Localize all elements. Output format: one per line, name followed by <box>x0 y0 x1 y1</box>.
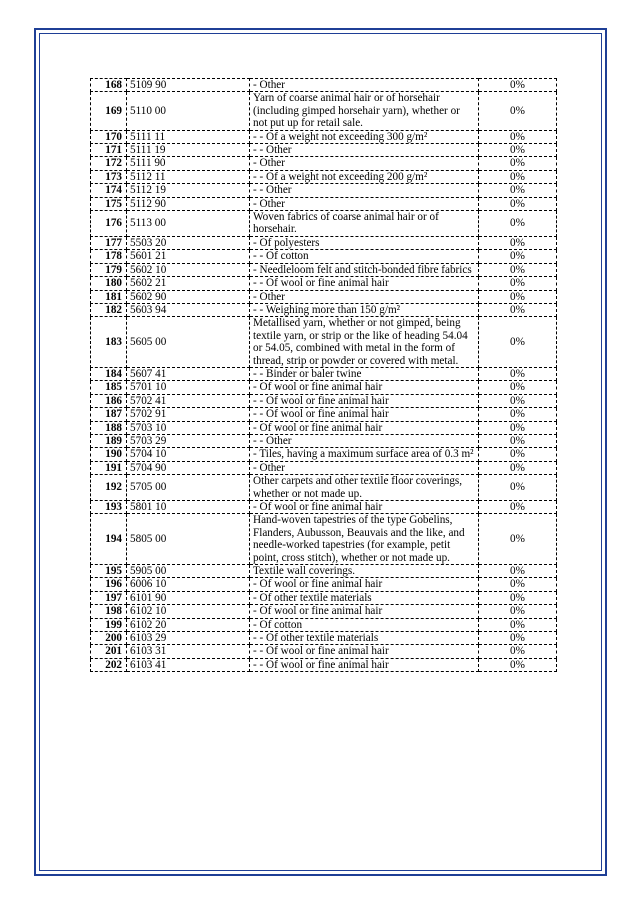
tariff-code: 5607 41 <box>127 367 250 380</box>
row-number: 168 <box>91 79 127 92</box>
row-number: 170 <box>91 130 127 143</box>
description: Other carpets and other textile floor coverings, whether or not made up. <box>250 475 479 501</box>
description: Woven fabrics of coarse animal hair or of horsehair. <box>250 211 479 237</box>
row-number: 173 <box>91 170 127 183</box>
description: Textile wall coverings. <box>250 565 479 578</box>
duty-rate: 0% <box>479 92 557 130</box>
tariff-code: 5112 11 <box>127 170 250 183</box>
duty-rate: 0% <box>479 565 557 578</box>
tariff-code: 5603 94 <box>127 303 250 316</box>
table-row <box>91 461 557 474</box>
duty-rate: 0% <box>479 303 557 316</box>
tariff-code: 5503 20 <box>127 236 250 249</box>
row-number: 192 <box>91 475 127 501</box>
tariff-code: 5602 10 <box>127 263 250 276</box>
duty-rate: 0% <box>479 157 557 170</box>
tariff-code: 5111 90 <box>127 157 250 170</box>
table-row <box>91 645 557 658</box>
table-row <box>91 605 557 618</box>
description: - - Of a weight not exceeding 200 g/m² <box>250 170 479 183</box>
table-row <box>91 381 557 394</box>
duty-rate: 0% <box>479 475 557 501</box>
tariff-code: 5704 90 <box>127 461 250 474</box>
description: - Of wool or fine animal hair <box>250 501 479 514</box>
duty-rate: 0% <box>479 578 557 591</box>
duty-rate: 0% <box>479 408 557 421</box>
duty-rate: 0% <box>479 144 557 157</box>
description: - - Of wool or fine animal hair <box>250 658 479 671</box>
tariff-code: 5701 10 <box>127 381 250 394</box>
table-row <box>91 578 557 591</box>
row-number: 180 <box>91 277 127 290</box>
table-row <box>91 130 557 143</box>
table-row <box>91 157 557 170</box>
row-number: 186 <box>91 394 127 407</box>
table-row <box>91 394 557 407</box>
tariff-code: 6102 20 <box>127 618 250 631</box>
table-row <box>91 618 557 631</box>
duty-rate: 0% <box>479 236 557 249</box>
table-row <box>91 565 557 578</box>
table-row <box>91 367 557 380</box>
table-row <box>91 408 557 421</box>
table-row <box>91 92 557 130</box>
table-row <box>91 448 557 461</box>
row-number: 179 <box>91 263 127 276</box>
tariff-code: 5702 41 <box>127 394 250 407</box>
tariff-code: 5113 00 <box>127 211 250 237</box>
table-row <box>91 632 557 645</box>
description: - - Of other textile materials <box>250 632 479 645</box>
description: - Tiles, having a maximum surface area of 0.3 m² <box>250 448 479 461</box>
description: Hand-woven tapestries of the type Gobelins, Flanders, Aubusson, Beauvais and the like, and needle-worked tapestries (for example, petit point, cross stitch), whether or not made up. <box>250 514 479 565</box>
tariff-code: 5109 90 <box>127 79 250 92</box>
description: - Needleloom felt and stitch-bonded fibre fabrics <box>250 263 479 276</box>
duty-rate: 0% <box>479 367 557 380</box>
duty-rate: 0% <box>479 645 557 658</box>
description: - Of polyesters <box>250 236 479 249</box>
row-number: 197 <box>91 591 127 604</box>
tariff-code: 5602 21 <box>127 277 250 290</box>
description: - Of cotton <box>250 618 479 631</box>
row-number: 171 <box>91 144 127 157</box>
table-row <box>91 303 557 316</box>
description: Metallised yarn, whether or not gimped, being textile yarn, or strip or the like of heading 54.04 or 54.05, combined with metal in the form of thread, strip or powder or covered with metal. <box>250 317 479 368</box>
description: - Of other textile materials <box>250 591 479 604</box>
duty-rate: 0% <box>479 211 557 237</box>
duty-rate: 0% <box>479 290 557 303</box>
row-number: 172 <box>91 157 127 170</box>
description: - Of wool or fine animal hair <box>250 605 479 618</box>
tariff-code: 5702 91 <box>127 408 250 421</box>
row-number: 193 <box>91 501 127 514</box>
table-row <box>91 263 557 276</box>
description: - Of wool or fine animal hair <box>250 381 479 394</box>
table-row <box>91 501 557 514</box>
description: - - Other <box>250 144 479 157</box>
row-number: 184 <box>91 367 127 380</box>
description: - Other <box>250 197 479 210</box>
tariff-code: 6006 10 <box>127 578 250 591</box>
duty-rate: 0% <box>479 514 557 565</box>
description: - - Of wool or fine animal hair <box>250 645 479 658</box>
description: - Of wool or fine animal hair <box>250 421 479 434</box>
duty-rate: 0% <box>479 170 557 183</box>
tariff-code: 5111 11 <box>127 130 250 143</box>
table-row <box>91 591 557 604</box>
row-number: 190 <box>91 448 127 461</box>
description: - - Weighing more than 150 g/m² <box>250 303 479 316</box>
tariff-code: 6102 10 <box>127 605 250 618</box>
table-row <box>91 434 557 447</box>
tariff-code: 5602 90 <box>127 290 250 303</box>
row-number: 188 <box>91 421 127 434</box>
tariff-code: 5112 19 <box>127 184 250 197</box>
duty-rate: 0% <box>479 130 557 143</box>
description: - - Other <box>250 184 479 197</box>
table-row <box>91 79 557 92</box>
row-number: 176 <box>91 211 127 237</box>
duty-rate: 0% <box>479 263 557 276</box>
tariff-code: 5705 00 <box>127 475 250 501</box>
table-row <box>91 658 557 671</box>
tariff-code: 5601 21 <box>127 250 250 263</box>
row-number: 191 <box>91 461 127 474</box>
tariff-code: 5704 10 <box>127 448 250 461</box>
row-number: 198 <box>91 605 127 618</box>
row-number: 187 <box>91 408 127 421</box>
tariff-code: 5703 10 <box>127 421 250 434</box>
tariff-code: 5112 90 <box>127 197 250 210</box>
description: - - Of wool or fine animal hair <box>250 394 479 407</box>
row-number: 175 <box>91 197 127 210</box>
row-number: 199 <box>91 618 127 631</box>
table-row <box>91 197 557 210</box>
description: - - Of a weight not exceeding 300 g/m² <box>250 130 479 143</box>
row-number: 202 <box>91 658 127 671</box>
description: - Other <box>250 79 479 92</box>
duty-rate: 0% <box>479 277 557 290</box>
duty-rate: 0% <box>479 605 557 618</box>
table-row <box>91 421 557 434</box>
duty-rate: 0% <box>479 394 557 407</box>
description: - - Other <box>250 434 479 447</box>
tariff-code: 6101 90 <box>127 591 250 604</box>
duty-rate: 0% <box>479 317 557 368</box>
duty-rate: 0% <box>479 381 557 394</box>
row-number: 177 <box>91 236 127 249</box>
duty-rate: 0% <box>479 197 557 210</box>
tariff-code: 5111 19 <box>127 144 250 157</box>
description: - - Of cotton <box>250 250 479 263</box>
duty-rate: 0% <box>479 461 557 474</box>
tariff-code: 6103 29 <box>127 632 250 645</box>
table-row <box>91 514 557 565</box>
duty-rate: 0% <box>479 632 557 645</box>
duty-rate: 0% <box>479 618 557 631</box>
row-number: 194 <box>91 514 127 565</box>
duty-rate: 0% <box>479 448 557 461</box>
tariff-code: 5805 00 <box>127 514 250 565</box>
tariff-code: 6103 41 <box>127 658 250 671</box>
table-row <box>91 184 557 197</box>
table-row <box>91 144 557 157</box>
row-number: 182 <box>91 303 127 316</box>
description: - Other <box>250 461 479 474</box>
row-number: 185 <box>91 381 127 394</box>
duty-rate: 0% <box>479 591 557 604</box>
table-row <box>91 475 557 501</box>
description: - Other <box>250 157 479 170</box>
tariff-code: 5703 29 <box>127 434 250 447</box>
row-number: 178 <box>91 250 127 263</box>
row-number: 183 <box>91 317 127 368</box>
duty-rate: 0% <box>479 658 557 671</box>
row-number: 174 <box>91 184 127 197</box>
duty-rate: 0% <box>479 79 557 92</box>
table-row <box>91 170 557 183</box>
tariff-code: 5110 00 <box>127 92 250 130</box>
description: - - Of wool or fine animal hair <box>250 277 479 290</box>
description: - Other <box>250 290 479 303</box>
description: Yarn of coarse animal hair or of horsehair (including gimped horsehair yarn), whether or not put up for retail sale. <box>250 92 479 130</box>
duty-rate: 0% <box>479 434 557 447</box>
tariff-table-body <box>91 79 557 672</box>
description: - - Binder or baler twine <box>250 367 479 380</box>
description: - Of wool or fine animal hair <box>250 578 479 591</box>
duty-rate: 0% <box>479 184 557 197</box>
table-row <box>91 236 557 249</box>
row-number: 189 <box>91 434 127 447</box>
tariff-code: 5801 10 <box>127 501 250 514</box>
tariff-table <box>90 78 557 672</box>
duty-rate: 0% <box>479 501 557 514</box>
row-number: 196 <box>91 578 127 591</box>
table-row <box>91 277 557 290</box>
table-row <box>91 290 557 303</box>
table-row <box>91 250 557 263</box>
duty-rate: 0% <box>479 250 557 263</box>
table-row <box>91 317 557 368</box>
tariff-code: 6103 31 <box>127 645 250 658</box>
table-row <box>91 211 557 237</box>
row-number: 195 <box>91 565 127 578</box>
tariff-code: 5905 00 <box>127 565 250 578</box>
row-number: 200 <box>91 632 127 645</box>
row-number: 201 <box>91 645 127 658</box>
row-number: 169 <box>91 92 127 130</box>
tariff-code: 5605 00 <box>127 317 250 368</box>
description: - - Of wool or fine animal hair <box>250 408 479 421</box>
duty-rate: 0% <box>479 421 557 434</box>
row-number: 181 <box>91 290 127 303</box>
